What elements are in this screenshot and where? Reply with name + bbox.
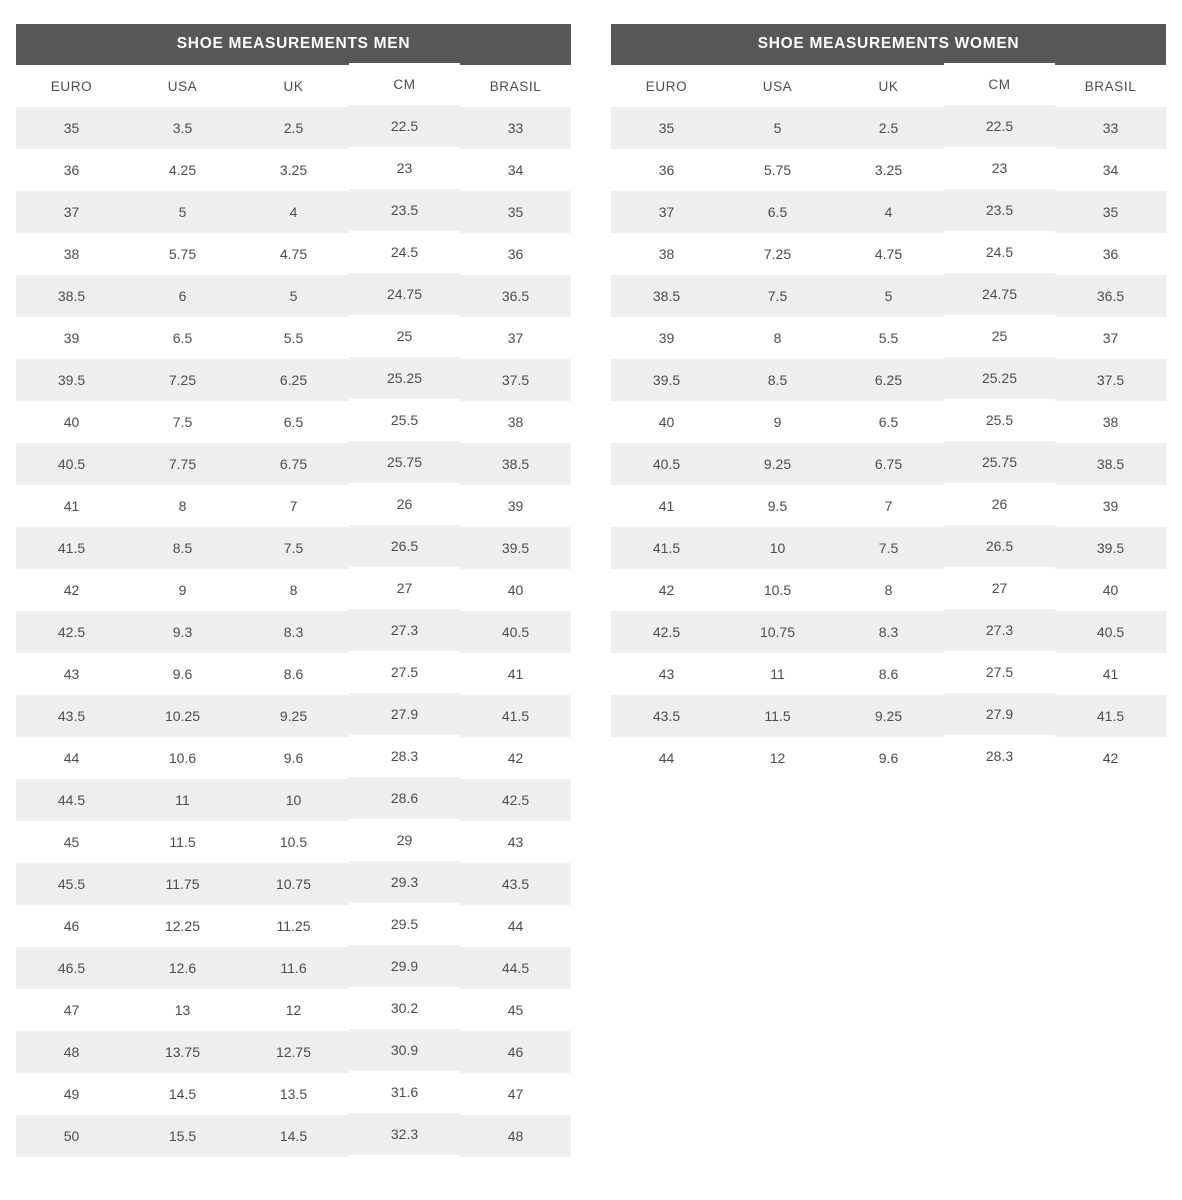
- cell-usa: 14.5: [127, 1073, 238, 1115]
- cell-uk: 8: [833, 569, 944, 611]
- cell-brasil: 38: [460, 401, 571, 443]
- cell-cm: 24.75: [944, 273, 1055, 315]
- cell-euro: 41: [611, 485, 722, 527]
- cell-cm: 27.3: [349, 609, 460, 651]
- cell-brasil: 40: [460, 569, 571, 611]
- cell-usa: 11: [722, 653, 833, 695]
- cell-cm: 28.3: [944, 735, 1055, 777]
- cell-usa: 9.5: [722, 485, 833, 527]
- table-row: [611, 527, 1166, 569]
- cell-cm: 25.75: [349, 441, 460, 483]
- cell-brasil: 39.5: [460, 527, 571, 569]
- cell-uk: 7: [238, 485, 349, 527]
- column-header-usa: USA: [127, 65, 238, 107]
- cell-uk: 5: [833, 275, 944, 317]
- cell-euro: 45.5: [16, 863, 127, 905]
- cell-cm: 26: [944, 483, 1055, 525]
- cell-brasil: 33: [460, 107, 571, 149]
- cell-usa: 12.6: [127, 947, 238, 989]
- cell-brasil: 40.5: [1055, 611, 1166, 653]
- cell-uk: 6.25: [833, 359, 944, 401]
- cell-uk: 7.5: [833, 527, 944, 569]
- cell-brasil: 48: [460, 1115, 571, 1157]
- cell-brasil: 36.5: [1055, 275, 1166, 317]
- cell-uk: 2.5: [238, 107, 349, 149]
- cell-brasil: 47: [460, 1073, 571, 1115]
- column-header-euro: EURO: [611, 65, 722, 107]
- cell-cm: 29: [349, 819, 460, 861]
- cell-euro: 41: [16, 485, 127, 527]
- cell-euro: 38: [16, 233, 127, 275]
- cell-brasil: 45: [460, 989, 571, 1031]
- cell-uk: 12.75: [238, 1031, 349, 1073]
- cell-uk: 6.5: [833, 401, 944, 443]
- table-row: [16, 191, 571, 233]
- cell-cm: 31.6: [349, 1071, 460, 1113]
- cell-usa: 8: [127, 485, 238, 527]
- cell-brasil: 42.5: [460, 779, 571, 821]
- cell-cm: 22.5: [944, 105, 1055, 147]
- table-row: [611, 275, 1166, 317]
- table-row: [611, 569, 1166, 611]
- cell-usa: 5: [722, 107, 833, 149]
- cell-cm: 27.9: [944, 693, 1055, 735]
- womens-size-table-wrapper: [611, 24, 1166, 1200]
- cell-usa: 8: [722, 317, 833, 359]
- column-header-brasil: BRASIL: [1055, 65, 1166, 107]
- table-row: [611, 611, 1166, 653]
- cell-euro: 36: [16, 149, 127, 191]
- cell-euro: 38: [611, 233, 722, 275]
- cell-cm: 24.5: [944, 231, 1055, 273]
- table-row: [611, 359, 1166, 401]
- cell-usa: 6.5: [127, 317, 238, 359]
- cell-uk: 9.6: [238, 737, 349, 779]
- cell-euro: 40: [611, 401, 722, 443]
- column-header-cm: CM: [944, 63, 1055, 105]
- column-header-cm: CM: [349, 63, 460, 105]
- cell-uk: 6.75: [238, 443, 349, 485]
- cell-cm: 24.75: [349, 273, 460, 315]
- cell-euro: 38.5: [611, 275, 722, 317]
- cell-cm: 27: [944, 567, 1055, 609]
- table-row: [16, 779, 571, 821]
- cell-brasil: 36: [1055, 233, 1166, 275]
- table-row: [16, 1031, 571, 1073]
- table-row: [611, 443, 1166, 485]
- cell-euro: 44.5: [16, 779, 127, 821]
- column-header-brasil: BRASIL: [460, 65, 571, 107]
- cell-brasil: 37: [460, 317, 571, 359]
- cell-euro: 37: [16, 191, 127, 233]
- cell-euro: 38.5: [16, 275, 127, 317]
- cell-cm: 30.2: [349, 987, 460, 1029]
- cell-brasil: 44.5: [460, 947, 571, 989]
- cell-euro: 45: [16, 821, 127, 863]
- table-row: [16, 905, 571, 947]
- cell-usa: 9.25: [722, 443, 833, 485]
- cell-usa: 8.5: [722, 359, 833, 401]
- cell-uk: 10.5: [238, 821, 349, 863]
- cell-uk: 4: [238, 191, 349, 233]
- cell-usa: 11: [127, 779, 238, 821]
- cell-euro: 43: [16, 653, 127, 695]
- cell-euro: 44: [16, 737, 127, 779]
- table-row: [16, 107, 571, 149]
- cell-cm: 25: [944, 315, 1055, 357]
- cell-uk: 8: [238, 569, 349, 611]
- cell-uk: 10: [238, 779, 349, 821]
- cell-brasil: 37.5: [1055, 359, 1166, 401]
- cell-brasil: 33: [1055, 107, 1166, 149]
- cell-cm: 25.75: [944, 441, 1055, 483]
- womens-table-body: [611, 107, 1166, 779]
- cell-cm: 29.9: [349, 945, 460, 987]
- table-row: [611, 149, 1166, 191]
- cell-euro: 46: [16, 905, 127, 947]
- table-row: [16, 359, 571, 401]
- cell-uk: 9.6: [833, 737, 944, 779]
- cell-cm: 27.3: [944, 609, 1055, 651]
- cell-euro: 48: [16, 1031, 127, 1073]
- cell-brasil: 38.5: [460, 443, 571, 485]
- cell-cm: 22.5: [349, 105, 460, 147]
- table-row: [16, 317, 571, 359]
- cell-euro: 39: [16, 317, 127, 359]
- cell-euro: 39: [611, 317, 722, 359]
- womens-table-head: [611, 65, 1166, 107]
- cell-brasil: 42: [460, 737, 571, 779]
- cell-cm: 25: [349, 315, 460, 357]
- column-header-uk: UK: [238, 65, 349, 107]
- cell-uk: 8.3: [238, 611, 349, 653]
- cell-euro: 42: [611, 569, 722, 611]
- cell-brasil: 36.5: [460, 275, 571, 317]
- cell-usa: 10: [722, 527, 833, 569]
- cell-brasil: 37: [1055, 317, 1166, 359]
- cell-euro: 37: [611, 191, 722, 233]
- cell-brasil: 44: [460, 905, 571, 947]
- cell-euro: 43: [611, 653, 722, 695]
- cell-usa: 7.25: [127, 359, 238, 401]
- cell-usa: 13.75: [127, 1031, 238, 1073]
- cell-euro: 40.5: [611, 443, 722, 485]
- mens-table-title: SHOE MEASUREMENTS MEN: [16, 24, 571, 65]
- table-row: [16, 653, 571, 695]
- cell-uk: 7: [833, 485, 944, 527]
- cell-cm: 28.3: [349, 735, 460, 777]
- cell-uk: 8.3: [833, 611, 944, 653]
- cell-cm: 23: [349, 147, 460, 189]
- cell-brasil: 35: [460, 191, 571, 233]
- cell-cm: 27.9: [349, 693, 460, 735]
- cell-euro: 43.5: [16, 695, 127, 737]
- cell-cm: 24.5: [349, 231, 460, 273]
- mens-header-row: [16, 65, 571, 107]
- mens-table-body: [16, 107, 571, 1157]
- cell-cm: 23: [944, 147, 1055, 189]
- table-row: [16, 695, 571, 737]
- cell-cm: 26.5: [349, 525, 460, 567]
- cell-usa: 10.25: [127, 695, 238, 737]
- cell-euro: 42.5: [16, 611, 127, 653]
- cell-brasil: 40: [1055, 569, 1166, 611]
- cell-brasil: 39: [460, 485, 571, 527]
- cell-cm: 25.5: [944, 399, 1055, 441]
- cell-brasil: 37.5: [460, 359, 571, 401]
- cell-euro: 35: [16, 107, 127, 149]
- cell-uk: 13.5: [238, 1073, 349, 1115]
- cell-brasil: 39: [1055, 485, 1166, 527]
- cell-usa: 8.5: [127, 527, 238, 569]
- cell-usa: 7.25: [722, 233, 833, 275]
- cell-euro: 50: [16, 1115, 127, 1157]
- cell-uk: 12: [238, 989, 349, 1031]
- table-row: [16, 443, 571, 485]
- cell-usa: 7.75: [127, 443, 238, 485]
- cell-uk: 3.25: [238, 149, 349, 191]
- cell-euro: 36: [611, 149, 722, 191]
- cell-uk: 9.25: [238, 695, 349, 737]
- table-row: [16, 821, 571, 863]
- cell-brasil: 35: [1055, 191, 1166, 233]
- cell-brasil: 43: [460, 821, 571, 863]
- cell-usa: 9.6: [127, 653, 238, 695]
- cell-cm: 25.5: [349, 399, 460, 441]
- table-row: [16, 401, 571, 443]
- cell-cm: 23.5: [944, 189, 1055, 231]
- cell-brasil: 41: [460, 653, 571, 695]
- cell-uk: 6.5: [238, 401, 349, 443]
- cell-usa: 5: [127, 191, 238, 233]
- column-header-uk: UK: [833, 65, 944, 107]
- cell-uk: 5.5: [833, 317, 944, 359]
- cell-brasil: 42: [1055, 737, 1166, 779]
- cell-brasil: 38.5: [1055, 443, 1166, 485]
- cell-cm: 25.25: [349, 357, 460, 399]
- cell-euro: 46.5: [16, 947, 127, 989]
- cell-euro: 47: [16, 989, 127, 1031]
- cell-usa: 6: [127, 275, 238, 317]
- cell-euro: 43.5: [611, 695, 722, 737]
- table-row: [611, 401, 1166, 443]
- table-row: [16, 989, 571, 1031]
- cell-brasil: 46: [460, 1031, 571, 1073]
- mens-size-table-wrapper: [16, 24, 571, 1200]
- cell-uk: 11.25: [238, 905, 349, 947]
- cell-cm: 28.6: [349, 777, 460, 819]
- cell-usa: 7.5: [722, 275, 833, 317]
- cell-usa: 12: [722, 737, 833, 779]
- womens-size-table: [611, 65, 1166, 779]
- cell-brasil: 40.5: [460, 611, 571, 653]
- cell-usa: 9.3: [127, 611, 238, 653]
- cell-cm: 32.3: [349, 1113, 460, 1155]
- cell-cm: 25.25: [944, 357, 1055, 399]
- table-row: [16, 863, 571, 905]
- cell-uk: 7.5: [238, 527, 349, 569]
- cell-usa: 11.5: [722, 695, 833, 737]
- cell-uk: 9.25: [833, 695, 944, 737]
- cell-uk: 11.6: [238, 947, 349, 989]
- table-row: [16, 737, 571, 779]
- cell-euro: 39.5: [611, 359, 722, 401]
- cell-usa: 10.6: [127, 737, 238, 779]
- table-row: [16, 1115, 571, 1157]
- cell-euro: 42: [16, 569, 127, 611]
- cell-usa: 4.25: [127, 149, 238, 191]
- cell-uk: 5.5: [238, 317, 349, 359]
- cell-uk: 4: [833, 191, 944, 233]
- table-row: [611, 485, 1166, 527]
- cell-usa: 10.5: [722, 569, 833, 611]
- cell-euro: 41.5: [611, 527, 722, 569]
- cell-euro: 42.5: [611, 611, 722, 653]
- cell-brasil: 39.5: [1055, 527, 1166, 569]
- cell-euro: 39.5: [16, 359, 127, 401]
- cell-uk: 2.5: [833, 107, 944, 149]
- column-header-euro: EURO: [16, 65, 127, 107]
- table-row: [16, 275, 571, 317]
- mens-table-head: [16, 65, 571, 107]
- cell-euro: 49: [16, 1073, 127, 1115]
- cell-brasil: 34: [1055, 149, 1166, 191]
- table-row: [16, 611, 571, 653]
- cell-usa: 3.5: [127, 107, 238, 149]
- cell-cm: 27.5: [349, 651, 460, 693]
- table-row: [611, 653, 1166, 695]
- womens-header-row: [611, 65, 1166, 107]
- cell-euro: 40: [16, 401, 127, 443]
- table-row: [16, 947, 571, 989]
- column-header-usa: USA: [722, 65, 833, 107]
- table-row: [611, 107, 1166, 149]
- cell-uk: 10.75: [238, 863, 349, 905]
- table-row: [611, 233, 1166, 275]
- cell-usa: 13: [127, 989, 238, 1031]
- cell-brasil: 41.5: [460, 695, 571, 737]
- cell-usa: 6.5: [722, 191, 833, 233]
- cell-brasil: 43.5: [460, 863, 571, 905]
- cell-euro: 44: [611, 737, 722, 779]
- cell-cm: 26: [349, 483, 460, 525]
- cell-euro: 41.5: [16, 527, 127, 569]
- cell-cm: 23.5: [349, 189, 460, 231]
- cell-usa: 12.25: [127, 905, 238, 947]
- table-row: [16, 569, 571, 611]
- cell-cm: 29.5: [349, 903, 460, 945]
- cell-cm: 29.3: [349, 861, 460, 903]
- cell-usa: 11.75: [127, 863, 238, 905]
- cell-cm: 26.5: [944, 525, 1055, 567]
- cell-euro: 40.5: [16, 443, 127, 485]
- cell-uk: 8.6: [833, 653, 944, 695]
- table-row: [611, 191, 1166, 233]
- table-row: [611, 695, 1166, 737]
- cell-uk: 14.5: [238, 1115, 349, 1157]
- cell-usa: 10.75: [722, 611, 833, 653]
- cell-uk: 6.75: [833, 443, 944, 485]
- table-row: [16, 527, 571, 569]
- cell-usa: 9: [722, 401, 833, 443]
- cell-uk: 4.75: [238, 233, 349, 275]
- cell-usa: 11.5: [127, 821, 238, 863]
- table-row: [16, 149, 571, 191]
- cell-uk: 5: [238, 275, 349, 317]
- table-row: [611, 317, 1166, 359]
- womens-table-title: SHOE MEASUREMENTS WOMEN: [611, 24, 1166, 65]
- table-row: [16, 233, 571, 275]
- table-row: [611, 737, 1166, 779]
- table-row: [16, 1073, 571, 1115]
- cell-usa: 7.5: [127, 401, 238, 443]
- cell-brasil: 41.5: [1055, 695, 1166, 737]
- cell-brasil: 34: [460, 149, 571, 191]
- cell-cm: 30.9: [349, 1029, 460, 1071]
- cell-usa: 15.5: [127, 1115, 238, 1157]
- cell-euro: 35: [611, 107, 722, 149]
- cell-uk: 8.6: [238, 653, 349, 695]
- cell-uk: 6.25: [238, 359, 349, 401]
- cell-brasil: 41: [1055, 653, 1166, 695]
- cell-uk: 3.25: [833, 149, 944, 191]
- table-row: [16, 485, 571, 527]
- cell-usa: 5.75: [127, 233, 238, 275]
- cell-cm: 27.5: [944, 651, 1055, 693]
- cell-brasil: 38: [1055, 401, 1166, 443]
- cell-usa: 9: [127, 569, 238, 611]
- mens-size-table: [16, 65, 571, 1157]
- cell-uk: 4.75: [833, 233, 944, 275]
- cell-cm: 27: [349, 567, 460, 609]
- cell-usa: 5.75: [722, 149, 833, 191]
- cell-brasil: 36: [460, 233, 571, 275]
